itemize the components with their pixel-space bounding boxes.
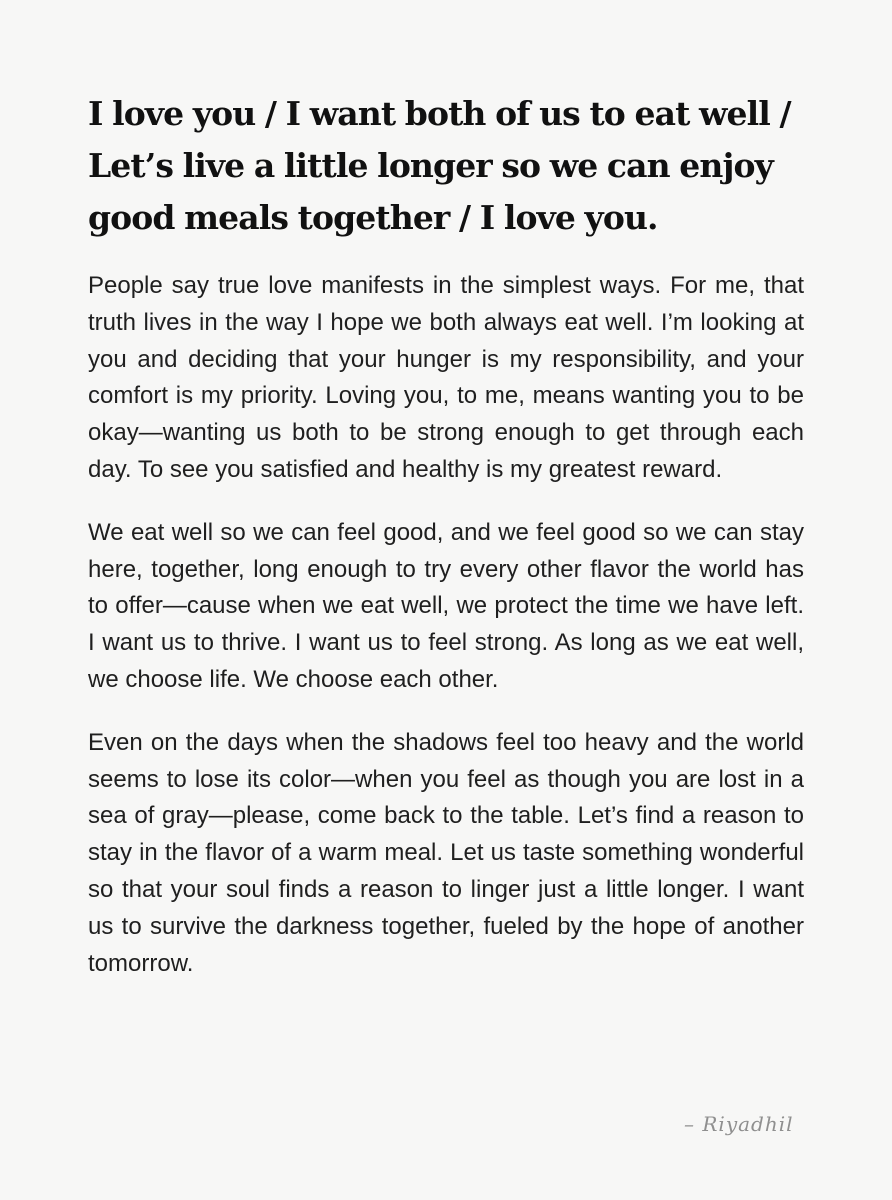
paragraph-3: Even on the days when the shadows feel too heavy and the world seems to lose its color—when you feel as though you are lost in a sea of gray—please, come back to the table. Let’s find a reason to stay in the flavor of a warm meal. Let us taste something wonderful so that your soul finds a reason to linger just a little longer. I want us to survive the darkness together, fueled by the hope of another tomorrow. [88,728,804,977]
author-signature: – Riyadhil [684,1112,794,1136]
title-line-3: good meals together / I love you. [88,198,658,237]
page-title [88,88,804,244]
paragraph-1: People say true love manifests in the simplest ways. For me, that truth lives in the way I hope we both always eat well. I’m looking at you and deciding that your hunger is my responsibility, and your comfort is my priority. Loving you, to me, means wanting you to be okay—wanting us both to be strong enough to get through each day. To see you satisfied and healthy is my greatest reward. [88,272,804,483]
paragraph-2: We eat well so we can feel good, and we feel good so we can stay here, together, long enough to try every other flavor the world has to offer—cause when we eat well, we protect the time we have left. I want us to thrive. I want us to feel strong. As long as we eat well, we choose life. We choose each other. [88,518,804,693]
title-line-1: I love you / I want both of us to eat well / [88,94,791,133]
title-line-2: Let’s live a little longer so we can enjoy [88,146,773,185]
